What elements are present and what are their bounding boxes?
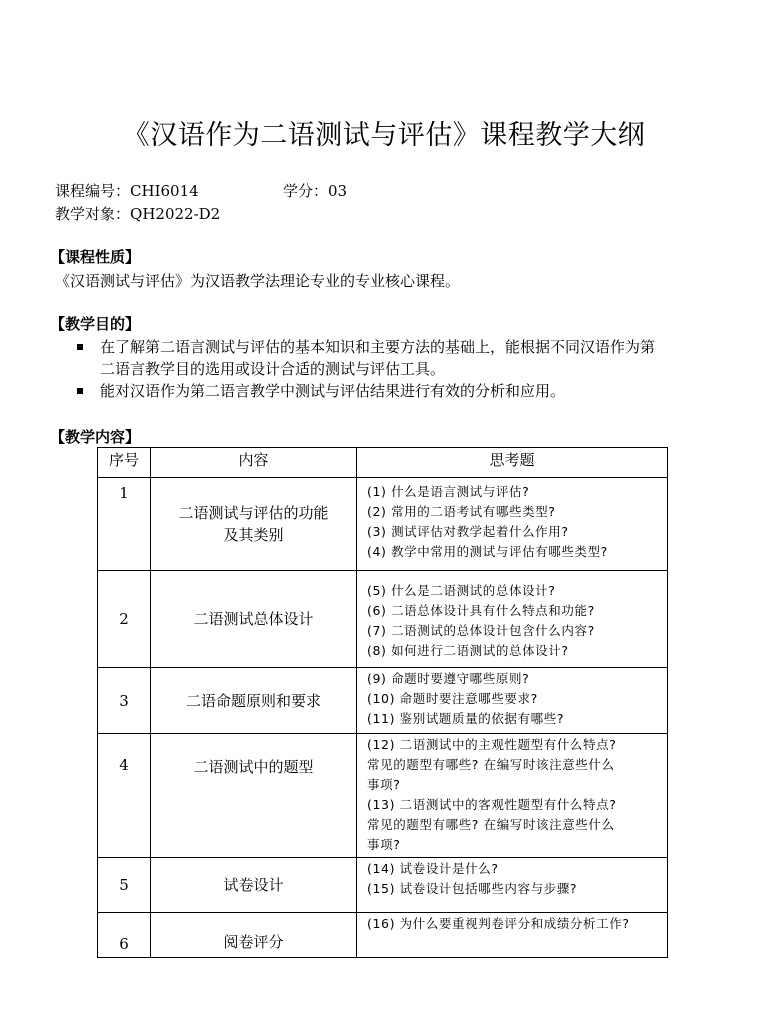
row-number: 6 <box>98 913 151 958</box>
row-topic <box>151 478 357 571</box>
question-line: (15) 试卷设计包括哪些内容与步骤? <box>367 881 578 896</box>
question-line: (16) 为什么要重视判卷评分和成绩分析工作? <box>367 916 630 931</box>
table-row <box>98 734 668 858</box>
page-title: 《汉语作为二语测试与评估》课程教学大纲 <box>122 120 646 151</box>
question-line: (10) 命题时要注意哪些要求? <box>367 691 538 706</box>
question-line: (11) 鉴别试题质量的依据有哪些? <box>367 711 565 726</box>
course-nature-text: 《汉语测试与评估》为汉语教学法理论专业的专业核心课程。 <box>55 272 461 290</box>
question-line: (6) 二语总体设计具有什么特点和功能? <box>367 603 595 618</box>
header-questions: 思考题 <box>357 448 668 478</box>
row-questions <box>357 668 668 734</box>
row-number: 3 <box>98 668 151 734</box>
row-questions <box>357 571 668 668</box>
table-row <box>98 858 668 913</box>
header-no: 序号 <box>98 448 151 478</box>
row-number: 2 <box>98 571 151 668</box>
course-code-line <box>55 180 199 202</box>
topic-line: 试卷设计 <box>223 876 284 894</box>
target-line <box>55 203 220 225</box>
content-heading: 【教学内容】 <box>50 428 141 446</box>
credit-value: 03 <box>328 182 348 200</box>
topic-line: 二语测试总体设计 <box>193 610 314 628</box>
objective-text-line: 二语言教学目的选用或设计合适的测试与评估工具。 <box>100 360 446 378</box>
question-line: (5) 什么是二语测试的总体设计? <box>367 583 556 598</box>
question-line: (1) 什么是语言测试与评估? <box>367 484 530 499</box>
table-row <box>98 913 668 958</box>
question-line: 事项? <box>367 837 401 852</box>
target-label: 教学对象： <box>55 205 131 223</box>
table-header-row <box>98 448 668 478</box>
bullet-square-icon <box>77 388 83 394</box>
row-topic <box>151 734 357 858</box>
row-number: 4 <box>98 734 151 858</box>
row-questions <box>357 913 668 958</box>
objectives-list <box>76 336 716 402</box>
question-line: (4) 教学中常用的测试与评估有哪些类型? <box>367 544 608 559</box>
objective-text-line: 能对汉语作为第二语言教学中测试与评估结果进行有效的分析和应用。 <box>100 382 566 400</box>
question-line: (9) 命题时要遵守哪些原则? <box>367 671 530 686</box>
question-line: (14) 试卷设计是什么? <box>367 861 499 876</box>
row-questions <box>357 478 668 571</box>
row-number: 1 <box>98 478 151 571</box>
table-row <box>98 478 668 571</box>
objective-item <box>76 336 716 380</box>
course-nature-heading: 【课程性质】 <box>50 248 141 266</box>
row-topic <box>151 913 357 958</box>
row-topic <box>151 668 357 734</box>
question-line: (13) 二语测试中的客观性题型有什么特点? <box>367 797 617 812</box>
question-line: (12) 二语测试中的主观性题型有什么特点? <box>367 737 617 752</box>
row-topic <box>151 571 357 668</box>
header-content: 内容 <box>151 448 357 478</box>
topic-line: 二语测试与评估的功能 <box>178 504 329 522</box>
topic-line: 及其类别 <box>223 526 284 544</box>
question-line: (3) 测试评估对教学起着什么作用? <box>367 524 569 539</box>
question-line: (7) 二语测试的总体设计包含什么内容? <box>367 623 595 638</box>
credit-label: 学分： <box>283 182 329 200</box>
credit-line <box>283 180 347 202</box>
topic-line: 二语命题原则和要求 <box>185 691 321 710</box>
table-row <box>98 571 668 668</box>
question-line: 常见的题型有哪些? 在编写时该注意些什么 <box>367 817 615 832</box>
target-value: QH2022-D2 <box>130 205 221 223</box>
content-table <box>97 447 668 958</box>
question-line: 常见的题型有哪些? 在编写时该注意些什么 <box>367 757 615 772</box>
row-questions <box>357 858 668 913</box>
topic-line: 阅卷评分 <box>223 933 284 951</box>
objectives-heading: 【教学目的】 <box>50 315 141 333</box>
row-topic <box>151 858 357 913</box>
objective-item <box>76 380 716 402</box>
course-code-label: 课程编号： <box>55 182 131 200</box>
topic-line: 二语测试中的题型 <box>193 758 314 776</box>
table-row <box>98 668 668 734</box>
question-line: (2) 常用的二语考试有哪些类型? <box>367 504 556 519</box>
question-line: (8) 如何进行二语测试的总体设计? <box>367 643 569 658</box>
bullet-square-icon <box>77 344 83 350</box>
row-number: 5 <box>98 858 151 913</box>
question-line: 事项? <box>367 777 401 792</box>
objective-text-line: 在了解第二语言测试与评估的基本知识和主要方法的基础上，能根据不同汉语作为第 <box>100 338 656 356</box>
row-questions <box>357 734 668 858</box>
course-code-value: CHI6014 <box>130 182 199 200</box>
